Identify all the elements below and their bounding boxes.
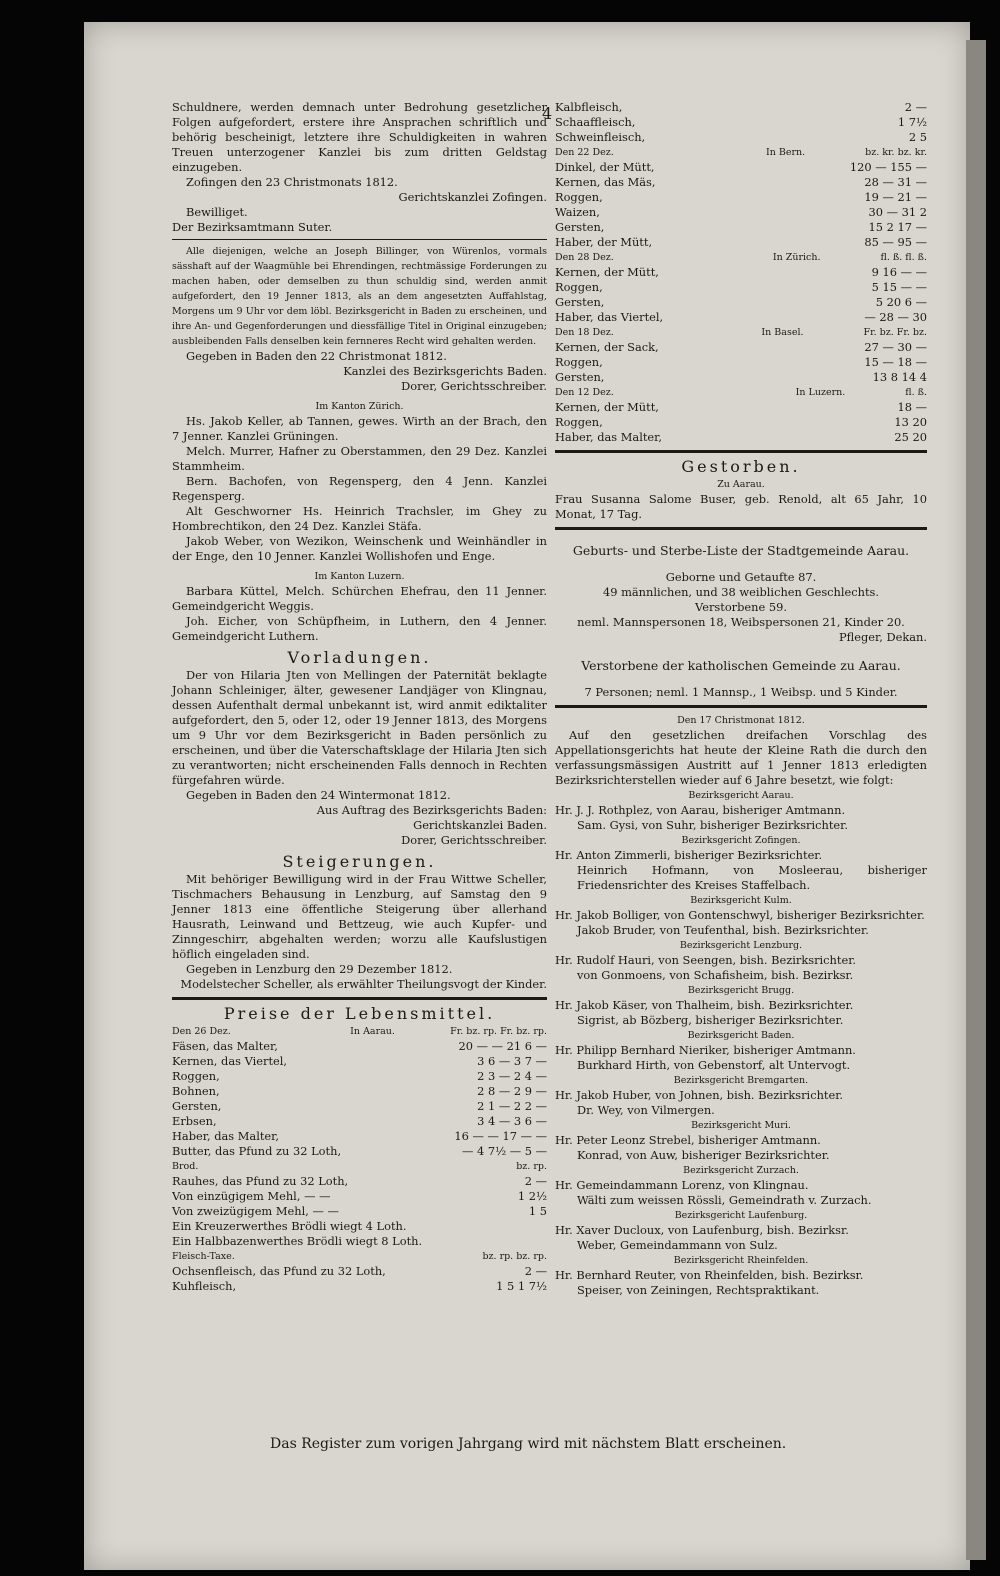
preise-row bbox=[172, 1144, 547, 1159]
liste-heading: Geburts- und Sterbe-Liste der Stadtgemeinde Aarau. bbox=[572, 542, 910, 558]
brod-row-values: 1 5 bbox=[528, 1204, 547, 1218]
debt-notice-date: Zofingen den 23 Christmonats 1812. bbox=[186, 175, 398, 189]
brod-row-values: 2 — bbox=[524, 1174, 547, 1188]
market-row-label: Gersten, bbox=[555, 295, 605, 309]
meat-row-values: 1 7½ bbox=[897, 115, 927, 129]
steigerungen-text: Mit behöriger Bewilligung wird in der Frau Wittwe Scheller, Tischmachers Behausung in Lenzburg, auf Samstag den 9 Jenner 1813 eine öffentliche Steigerung über allerhand Hausrath, Leinwand und Bettzeug, wie auch Kupfer- und Zinngeschirr, abgehalten werden; worzu alle Kaufslustigen höflich eingeladen sind. bbox=[172, 872, 547, 961]
zurich-entries bbox=[172, 414, 547, 564]
preise-row-values: 3 4 — 3 6 — bbox=[477, 1114, 547, 1128]
preise-row-values: 16 — — 17 — — bbox=[454, 1129, 547, 1143]
vorladungen-date: Gegeben in Baden den 24 Wintermonat 1812. bbox=[186, 788, 451, 802]
fleisch-row bbox=[172, 1279, 547, 1294]
market-units: fl. ß. bbox=[905, 387, 927, 398]
market-row-values: 85 — 95 — bbox=[864, 235, 927, 249]
kanton-zurich-heading: Im Kanton Zürich. bbox=[315, 401, 404, 412]
district-official-line: Der Bezirksamtmann Suter. bbox=[172, 220, 333, 234]
brod-row-values: 1 2½ bbox=[517, 1189, 547, 1203]
market-row-values: 9 16 — — bbox=[871, 265, 927, 279]
district-name: Bezirksgericht Rheinfelden. bbox=[673, 1255, 809, 1266]
market-row-label: Kernen, der Mütt, bbox=[555, 265, 659, 279]
district-judge: Speiser, von Zeiningen, Rechtspraktikant. bbox=[577, 1283, 820, 1297]
market-place: In Bern. bbox=[765, 147, 806, 158]
district-judge: Weber, Gemeindammann von Sulz. bbox=[577, 1238, 778, 1252]
fleisch-header bbox=[172, 1249, 547, 1264]
preise-row-label: Butter, das Pfund zu 32 Loth, bbox=[172, 1144, 342, 1158]
market-header bbox=[555, 385, 927, 400]
market-row bbox=[555, 430, 927, 445]
market-row-values: 13 20 bbox=[894, 415, 927, 429]
fleisch-row bbox=[172, 1264, 547, 1279]
preise-place: In Aarau. bbox=[350, 1026, 395, 1037]
liste-line: Geborne und Getaufte 87. bbox=[665, 570, 817, 584]
district-judge: Hr. Gemeindammann Lorenz, von Klingnau. bbox=[555, 1178, 809, 1192]
liste-line: Verstorbene 59. bbox=[695, 600, 787, 614]
preise-row bbox=[172, 1099, 547, 1114]
page-number: 4 bbox=[542, 104, 553, 123]
divider bbox=[172, 997, 547, 1000]
market-row-values: 13 8 14 4 bbox=[872, 370, 927, 384]
baden-notice-text: Alle diejenigen, welche an Joseph Billinger, von Würenlos, vormals sässhaft auf der Waagmühle bei Ehrendingen, rechtmässige Forderungen zu machen haben, oder demselben zu thun schuldig sind, werden anmit aufgefordert, den 19 Jenner 1813, als an dem angesetzten Auffahlstag, Morgens um 9 Uhr vor dem löbl. Bezirksgericht in Baden zu erscheinen, und ihre An- und Gegenforderungen und diessfällige Titel in Original einzugeben; ausbleibenden Falls denselben kein fernneres Recht wird gehalten werden. bbox=[172, 246, 547, 347]
fleisch-units: bz. rp. bz. rp. bbox=[482, 1251, 547, 1262]
preise-row bbox=[172, 1054, 547, 1069]
market-header bbox=[555, 250, 927, 265]
market-row bbox=[555, 400, 927, 415]
fleisch-title: Fleisch-Taxe. bbox=[172, 1251, 235, 1262]
meat-row-values: 2 — bbox=[904, 100, 927, 114]
preise-row-label: Kernen, das Viertel, bbox=[172, 1054, 288, 1068]
steigerungen-heading: Steigerungen. bbox=[282, 852, 437, 871]
market-date: Den 12 Dez. bbox=[555, 387, 614, 398]
brod-row-label: Ein Halbbazenwerthes Brödli wiegt 8 Loth. bbox=[172, 1234, 423, 1248]
district-judge: Sigrist, ab Bözberg, bisheriger Bezirksrichter. bbox=[577, 1013, 844, 1027]
market-row bbox=[555, 355, 927, 370]
divider bbox=[555, 450, 927, 453]
vorladungen-signature-2: Gerichtskanzlei Baden. bbox=[413, 818, 547, 832]
meat-row-label: Schweinfleisch, bbox=[555, 130, 646, 144]
market-date: Den 28 Dez. bbox=[555, 252, 614, 263]
district-judge: Hr. J. J. Rothplez, von Aarau, bisheriger Amtmann. bbox=[555, 803, 846, 817]
market-row-values: 15 2 17 — bbox=[868, 220, 927, 234]
district-judge: Hr. Philipp Bernhard Nieriker, bisheriger Amtmann. bbox=[555, 1043, 856, 1057]
market-row bbox=[555, 235, 927, 250]
luzern-entries bbox=[172, 584, 547, 644]
luzern-entry: Joh. Eicher, von Schüpfheim, in Luthern, den 4 Jenner. Gemeindgericht Luthern. bbox=[172, 614, 547, 643]
market-row-values: 5 15 — — bbox=[871, 280, 927, 294]
brod-title: Brod. bbox=[172, 1161, 199, 1172]
district-judge: Hr. Bernhard Reuter, von Rheinfelden, bish. Bezirksr. bbox=[555, 1268, 864, 1282]
vorladungen-signature-1: Aus Auftrag des Bezirksgerichts Baden: bbox=[316, 803, 547, 817]
market-row-label: Dinkel, der Mütt, bbox=[555, 160, 655, 174]
meat-row-label: Schaaffleisch, bbox=[555, 115, 636, 129]
preise-row-label: Roggen, bbox=[172, 1069, 220, 1083]
market-header bbox=[555, 145, 927, 160]
market-row-values: 19 — 21 — bbox=[864, 190, 927, 204]
market-row-values: 15 — 18 — bbox=[864, 355, 927, 369]
brod-row-label: Ein Kreuzerwerthes Brödli wiegt 4 Loth. bbox=[172, 1219, 407, 1233]
district-judge: Wälti zum weissen Rössli, Gemeindrath v. Zurzach. bbox=[577, 1193, 872, 1207]
gestorben-place: Zu Aarau. bbox=[717, 479, 765, 490]
market-row bbox=[555, 175, 927, 190]
district-name: Bezirksgericht Laufenburg. bbox=[674, 1210, 808, 1221]
market-row-values: 27 — 30 — bbox=[864, 340, 927, 354]
market-row-label: Roggen, bbox=[555, 415, 603, 429]
market-row-label: Roggen, bbox=[555, 280, 603, 294]
district-name: Bezirksgericht Baden. bbox=[687, 1030, 795, 1041]
market-row-label: Kernen, das Mäs, bbox=[555, 175, 656, 189]
district-judge: Hr. Rudolf Hauri, von Seengen, bish. Bezirksrichter. bbox=[555, 953, 857, 967]
preise-row bbox=[172, 1114, 547, 1129]
district-judge: Hr. Xaver Ducloux, von Laufenburg, bish. Bezirksr. bbox=[555, 1223, 849, 1237]
brod-row-label: Von zweizügigem Mehl, — — bbox=[172, 1204, 339, 1218]
market-row-values: 28 — 31 — bbox=[864, 175, 927, 189]
district-judge: Dr. Wey, von Vilmergen. bbox=[577, 1103, 715, 1117]
market-units: bz. kr. bz. kr. bbox=[865, 147, 927, 158]
market-row bbox=[555, 310, 927, 325]
brod-row-label: Rauhes, das Pfund zu 32 Loth, bbox=[172, 1174, 349, 1188]
market-date: Den 22 Dez. bbox=[555, 147, 614, 158]
district-court-list bbox=[555, 788, 927, 1298]
liste-line: neml. Mannspersonen 18, Weibspersonen 21, Kinder 20. bbox=[577, 615, 905, 629]
meat-row bbox=[555, 130, 927, 145]
kath-heading: Verstorbene der katholischen Gemeinde zu Aarau. bbox=[581, 657, 901, 673]
preise-row bbox=[172, 1129, 547, 1144]
district-judge: Jakob Bruder, von Teufenthal, bish. Bezirksrichter. bbox=[577, 923, 869, 937]
preise-row-label: Haber, das Malter, bbox=[172, 1129, 279, 1143]
vorladungen-signature-3: Dorer, Gerichtsschreiber. bbox=[401, 833, 547, 847]
market-row bbox=[555, 205, 927, 220]
left-column bbox=[172, 100, 547, 1294]
district-name: Bezirksgericht Aarau. bbox=[688, 790, 794, 801]
vorladungen-heading: Vorladungen. bbox=[287, 648, 432, 667]
market-row-label: Kernen, der Sack, bbox=[555, 340, 659, 354]
luzern-entry: Barbara Küttel, Melch. Schürchen Ehefrau, den 11 Jenner. Gemeindgericht Weggis. bbox=[172, 584, 547, 613]
preise-row-values: 2 3 — 2 4 — bbox=[477, 1069, 547, 1083]
brod-table bbox=[172, 1174, 547, 1249]
liste-lines bbox=[555, 570, 927, 630]
market-price-tables bbox=[555, 145, 927, 445]
preise-row bbox=[172, 1069, 547, 1084]
brod-row bbox=[172, 1219, 547, 1234]
district-judge: Hr. Anton Zimmerli, bisheriger Bezirksrichter. bbox=[555, 848, 823, 862]
preise-row-values: 3 6 — 3 7 — bbox=[477, 1054, 547, 1068]
market-row-label: Roggen, bbox=[555, 190, 603, 204]
vorladungen-text: Der von Hilaria Jten von Mellingen der Paternität beklagte Johann Schleiniger, älter, gewesener Landjäger von Klingnau, dessen Aufenthalt dermal unbekannt ist, wird anmit ediktaliter aufgefordert, den 5, oder 12, oder 19 Jenner 1813, des Morgens um 9 Uhr vor dem Bezirksgericht in Baden persönlich zu erscheinen, und über die Vaterschaftsklage der Hilaria Jten sich zu verantworten; nicht erscheinenden Falls dennoch in Rechten fürgefahren würde. bbox=[172, 668, 547, 787]
district-name: Bezirksgericht Kulm. bbox=[690, 895, 792, 906]
market-row-values: 120 — 155 — bbox=[849, 160, 927, 174]
market-units: Fr. bz. Fr. bz. bbox=[863, 327, 927, 338]
preise-row-label: Fäsen, das Malter, bbox=[172, 1039, 278, 1053]
district-judge: Burkhard Hirth, von Gebenstorf, alt Untervogt. bbox=[577, 1058, 851, 1072]
market-row-values: 30 — 31 2 bbox=[868, 205, 927, 219]
market-header bbox=[555, 325, 927, 340]
brod-header bbox=[172, 1159, 547, 1174]
district-name: Bezirksgericht Bremgarten. bbox=[673, 1075, 809, 1086]
market-row bbox=[555, 295, 927, 310]
fleisch-table bbox=[172, 1264, 547, 1294]
market-row-label: Roggen, bbox=[555, 355, 603, 369]
market-row bbox=[555, 340, 927, 355]
market-row bbox=[555, 220, 927, 235]
district-name: Bezirksgericht Muri. bbox=[691, 1120, 791, 1131]
market-row bbox=[555, 160, 927, 175]
steigerungen-date: Gegeben in Lenzburg den 29 Dezember 1812. bbox=[186, 962, 453, 976]
page-edge bbox=[966, 40, 986, 1560]
liste-signature: Pfleger, Dekan. bbox=[839, 630, 927, 644]
fleisch-row-values: 2 — bbox=[524, 1264, 547, 1278]
market-row bbox=[555, 415, 927, 430]
market-place: In Zürich. bbox=[772, 252, 821, 263]
market-row-label: Waizen, bbox=[555, 205, 600, 219]
preise-row bbox=[172, 1084, 547, 1099]
market-row-label: Gersten, bbox=[555, 220, 605, 234]
gestorben-heading: Gestorben. bbox=[681, 457, 801, 476]
market-row-values: — 28 — 30 bbox=[864, 310, 927, 324]
meat-row-values: 2 5 bbox=[908, 130, 927, 144]
preise-table bbox=[172, 1039, 547, 1159]
district-judge: von Gonmoens, von Schafisheim, bish. Bezirksr. bbox=[577, 968, 854, 982]
footer-notice: Das Register zum vorigen Jahrgang wird mit nächstem Blatt erscheinen. bbox=[270, 1436, 787, 1452]
preise-units: Fr. bz. rp. Fr. bz. rp. bbox=[450, 1026, 547, 1037]
district-name: Bezirksgericht Lenzburg. bbox=[679, 940, 803, 951]
market-date: Den 18 Dez. bbox=[555, 327, 614, 338]
preise-row-values: 20 — — 21 6 — bbox=[458, 1039, 547, 1053]
baden-notice-signature: Kanzlei des Bezirksgerichts Baden. bbox=[343, 364, 547, 378]
preise-row-values: 2 1 — 2 2 — bbox=[477, 1099, 547, 1113]
brod-row bbox=[172, 1234, 547, 1249]
market-place: In Luzern. bbox=[795, 387, 846, 398]
debt-notice-text: Schuldnere, werden demnach unter Bedrohung gesetzlicher Folgen aufgefordert, erstere ihre Ansprachen schriftlich und behörig bescheinigt, letztere ihre Schuldigkeiten in wahren Treuen unterzogener Kanzlei bis zum dritten Geldstag einzugeben. bbox=[172, 100, 547, 174]
kath-text: 7 Personen; neml. 1 Mannsp., 1 Weibsp. und 5 Kinder. bbox=[584, 685, 898, 699]
zurich-entry: Hs. Jakob Keller, ab Tannen, gewes. Wirth an der Brach, den 7 Jenner. Kanzlei Grüningen. bbox=[172, 414, 547, 443]
preise-row-values: — 4 7½ — 5 — bbox=[461, 1144, 547, 1158]
district-name: Bezirksgericht Zurzach. bbox=[683, 1165, 799, 1176]
kanton-luzern-heading: Im Kanton Luzern. bbox=[314, 571, 405, 582]
brod-row-label: Von einzügigem Mehl, — — bbox=[172, 1189, 331, 1203]
meat-row bbox=[555, 100, 927, 115]
approval-line: Bewilliget. bbox=[186, 205, 248, 219]
brod-row bbox=[172, 1174, 547, 1189]
market-row-label: Haber, der Mütt, bbox=[555, 235, 653, 249]
market-row-values: 5 20 6 — bbox=[875, 295, 927, 309]
district-judge: Hr. Peter Leonz Strebel, bisheriger Amtmann. bbox=[555, 1133, 821, 1147]
steigerungen-signature: Modelstecher Scheller, als erwählter Theilungsvogt der Kinder. bbox=[180, 977, 547, 991]
market-row-label: Kernen, der Mütt, bbox=[555, 400, 659, 414]
meat-price-table bbox=[555, 100, 927, 145]
zurich-entry: Jakob Weber, von Wezikon, Weinschenk und Weinhändler in der Enge, den 10 Jenner. Kanzlei Wollishofen und Enge. bbox=[172, 534, 547, 563]
market-row-label: Gersten, bbox=[555, 370, 605, 384]
district-judge: Hr. Jakob Käser, von Thalheim, bish. Bezirksrichter. bbox=[555, 998, 854, 1012]
baden-notice-date: Gegeben in Baden den 22 Christmonat 1812. bbox=[186, 349, 447, 363]
district-judge: Konrad, von Auw, bisheriger Bezirksrichter. bbox=[577, 1148, 830, 1162]
market-row-label: Haber, das Malter, bbox=[555, 430, 662, 444]
meat-row bbox=[555, 115, 927, 130]
district-name: Bezirksgericht Zofingen. bbox=[681, 835, 801, 846]
preise-row-label: Erbsen, bbox=[172, 1114, 217, 1128]
divider bbox=[172, 239, 547, 240]
market-row bbox=[555, 190, 927, 205]
preise-heading: Preise der Lebensmittel. bbox=[223, 1004, 496, 1023]
fleisch-row-label: Ochsenfleisch, das Pfund zu 32 Loth, bbox=[172, 1264, 386, 1278]
wahl-date: Den 17 Christmonat 1812. bbox=[677, 715, 805, 726]
baden-notice-clerk: Dorer, Gerichtsschreiber. bbox=[401, 379, 547, 393]
gestorben-text: Frau Susanna Salome Buser, geb. Renold, alt 65 Jahr, 10 Monat, 17 Tag. bbox=[555, 492, 927, 521]
fleisch-row-label: Kuhfleisch, bbox=[172, 1279, 237, 1293]
zurich-entry: Bern. Bachofen, von Regensperg, den 4 Jenn. Kanzlei Regensperg. bbox=[172, 474, 547, 503]
market-row-values: 25 20 bbox=[894, 430, 927, 444]
district-judge: Heinrich Hofmann, von Mosleerau, bisheriger Friedensrichter des Kreises Staffelbach. bbox=[577, 863, 927, 892]
market-place: In Basel. bbox=[761, 327, 804, 338]
market-units: fl. ß. fl. ß. bbox=[880, 252, 927, 263]
divider bbox=[555, 705, 927, 708]
wahl-text: Auf den gesetzlichen dreifachen Vorschlag des Appellationsgerichts hat heute der Kleine Rath die durch den verfassungsmässigen Austritt auf 1 Jenner 1813 erledigten Bezirksrichterstellen wieder auf 6 Jahre besetzt, wie folgt: bbox=[555, 728, 927, 787]
debt-notice-signature: Gerichtskanzlei Zofingen. bbox=[398, 190, 547, 204]
market-row-label: Haber, das Viertel, bbox=[555, 310, 664, 324]
zurich-entry: Melch. Murrer, Hafner zu Oberstammen, den 29 Dez. Kanzlei Stammheim. bbox=[172, 444, 547, 473]
preise-table-header bbox=[172, 1024, 547, 1039]
preise-row-label: Bohnen, bbox=[172, 1084, 220, 1098]
right-column bbox=[555, 100, 927, 1298]
district-judge: Sam. Gysi, von Suhr, bisheriger Bezirksrichter. bbox=[577, 818, 848, 832]
liste-line: 49 männlichen, und 38 weiblichen Geschlechts. bbox=[602, 585, 880, 599]
market-row bbox=[555, 280, 927, 295]
district-name: Bezirksgericht Brugg. bbox=[687, 985, 795, 996]
district-judge: Hr. Jakob Bolliger, von Gontenschwyl, bisheriger Bezirksrichter. bbox=[555, 908, 925, 922]
market-row bbox=[555, 370, 927, 385]
meat-row-label: Kalbfleisch, bbox=[555, 100, 623, 114]
market-row bbox=[555, 265, 927, 280]
preise-row-values: 2 8 — 2 9 — bbox=[477, 1084, 547, 1098]
brod-row bbox=[172, 1189, 547, 1204]
preise-row bbox=[172, 1039, 547, 1054]
zurich-entry: Alt Geschworner Hs. Heinrich Trachsler, im Ghey zu Hombrechtikon, den 24 Dez. Kanzlei Stäfa. bbox=[172, 504, 547, 533]
district-judge: Hr. Jakob Huber, von Johnen, bish. Bezirksrichter. bbox=[555, 1088, 844, 1102]
brod-row bbox=[172, 1204, 547, 1219]
market-row-values: 18 — bbox=[897, 400, 927, 414]
preise-row-label: Gersten, bbox=[172, 1099, 222, 1113]
fleisch-row-values: 1 5 1 7½ bbox=[496, 1279, 547, 1293]
brod-units: bz. rp. bbox=[516, 1161, 547, 1172]
divider bbox=[555, 527, 927, 530]
preise-date: Den 26 Dez. bbox=[172, 1026, 231, 1037]
